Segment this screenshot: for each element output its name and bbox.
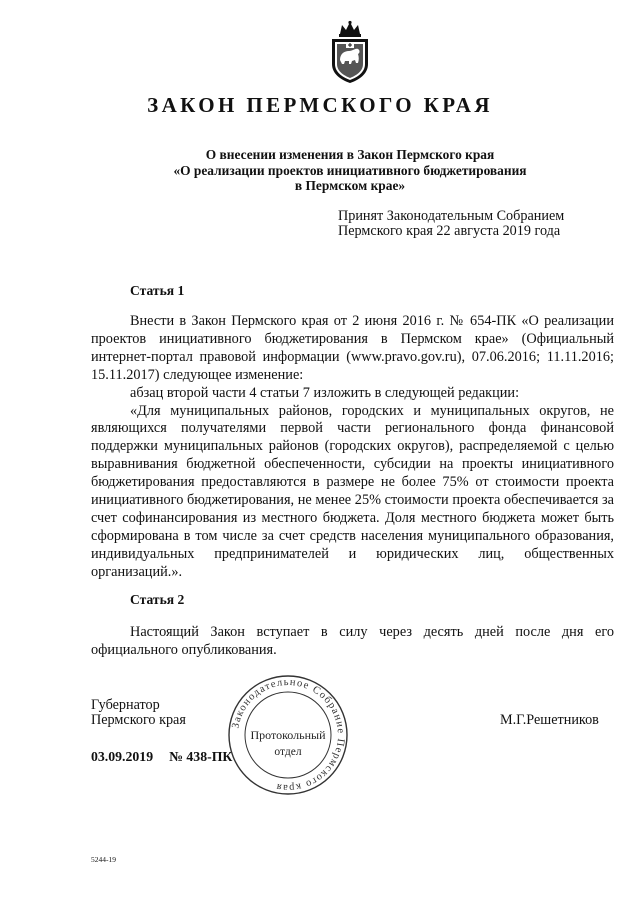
subtitle-line: в Пермском крае»: [294, 178, 406, 193]
article-1-paragraph: абзац второй части 4 статьи 7 изложить в следующей редакции:: [130, 384, 520, 401]
adoption-note: [338, 209, 564, 238]
article-1-body: [91, 313, 614, 582]
law-title: ЗАКОН ПЕРМСКОГО КРАЯ: [147, 93, 493, 117]
law-subtitle: [120, 147, 580, 194]
position-line: Губернатор: [91, 697, 160, 713]
article-1-amendment-text: «Для муниципальных районов, городских и муниципальных округов, не являющихся получателями первой части регионального фонда финансовой поддержки муниципальных районов (городских округов), распределяемой с целью выравнивания бюджетной обеспеченности, субсидии на проекты инициативного бюджетирования предоставляются в размере не более 75% от стоимости проекта инициативного бюджетирования, не менее 25% стоимости проекта обеспечивается за счет софинансирования из местного бюджета. Доля местного бюджета может быть сформирована в том числе за счет средств населения муниципального образования, индивидуальных предпринимателей и юридических лиц, общественных организаций.».: [91, 402, 614, 580]
signatory-name: М.Г.Решетников: [500, 712, 599, 728]
seal-stamp: [226, 673, 350, 797]
seal-center-line: Протокольный: [250, 728, 326, 742]
adoption-line: Принят Законодательным Собранием: [338, 208, 565, 224]
article-1-paragraph: Внести в Закон Пермского края от 2 июня 2016 г. № 654-ПК «О реализации проектов инициативного бюджетирования в Пермском крае» (Официальный интернет-портал правовой информации (www.pravo.gov.ru), 07.06.2016; 11.11.2016; 15.11.2017) следующее изменение:: [91, 313, 614, 383]
adoption-line: Пермского края 22 августа 2019 года: [338, 222, 561, 239]
signatory-position: [91, 698, 186, 727]
article-1-heading: Статья 1: [130, 283, 185, 298]
registration-number: 5244-19: [91, 855, 116, 864]
law-date: 03.09.2019: [91, 749, 154, 764]
seal-center-line: отдел: [274, 746, 302, 758]
article-2-heading: Статья 2: [130, 592, 185, 607]
article-2-body: [91, 624, 614, 660]
subtitle-line: О внесении изменения в Закон Пермского края: [205, 147, 495, 162]
article-2-paragraph: Настоящий Закон вступает в силу через десять дней после дня его официального опубликования.: [91, 624, 614, 658]
position-line: Пермского края: [91, 711, 186, 728]
seal-ring-text: Законодательное Собрание Пермского края: [230, 676, 347, 794]
law-date-number: [91, 749, 232, 765]
subtitle-line: «О реализации проектов инициативного бюджетирования: [173, 162, 527, 178]
law-number: № 438-ПК: [169, 749, 233, 764]
coat-of-arms-icon: [328, 20, 372, 84]
